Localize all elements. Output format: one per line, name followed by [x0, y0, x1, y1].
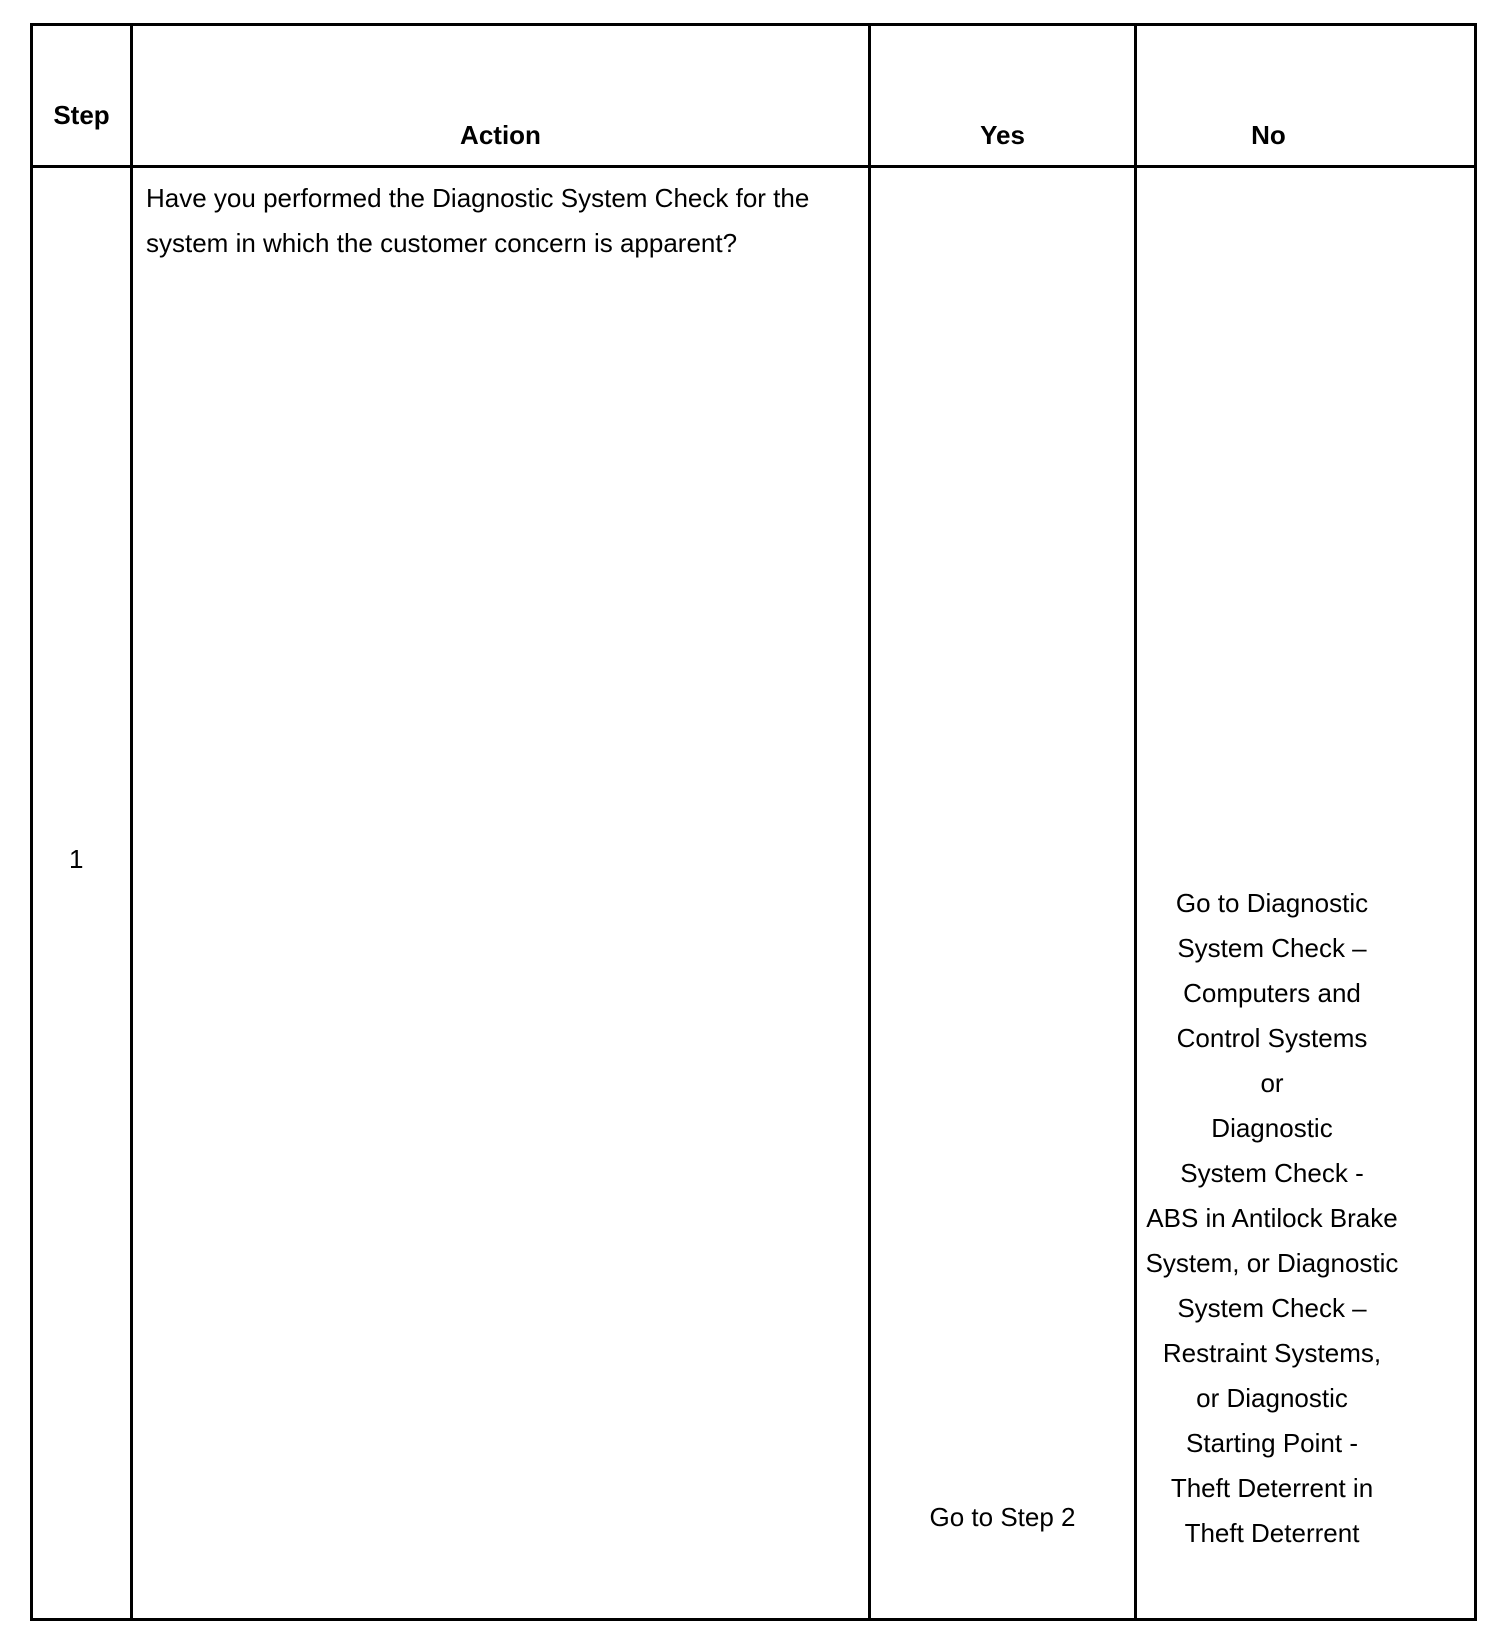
- header-divider: [33, 165, 1474, 168]
- header-no: No: [1251, 120, 1286, 150]
- header-yes: Yes: [980, 120, 1025, 150]
- yes-result: Go to Step 2: [929, 1502, 1076, 1532]
- header-step: Step: [53, 100, 110, 130]
- step-number: 1: [69, 844, 84, 874]
- header-action: Action: [460, 120, 541, 150]
- no-result-line: System Check –: [1177, 933, 1367, 963]
- diagnostic-table: [30, 23, 1477, 1621]
- no-result-line: Restraint Systems,: [1162, 1338, 1382, 1368]
- no-result-line: Computers and: [1183, 978, 1361, 1008]
- no-result-line: System, or Diagnostic: [1145, 1248, 1399, 1278]
- no-result-line: Starting Point -: [1186, 1428, 1358, 1458]
- no-result: [1137, 881, 1407, 1556]
- column-divider-step-action: [130, 26, 133, 1618]
- no-result-line: Theft Deterrent: [1184, 1518, 1360, 1548]
- no-result-line: System Check -: [1180, 1158, 1364, 1188]
- no-result-line: or Diagnostic: [1196, 1383, 1348, 1413]
- column-divider-action-yes: [868, 26, 871, 1618]
- no-result-line: ABS in Antilock Brake: [1146, 1203, 1398, 1233]
- no-result-line: System Check –: [1177, 1293, 1367, 1323]
- no-result-line: or: [1260, 1068, 1284, 1098]
- no-result-line: Diagnostic: [1211, 1113, 1333, 1143]
- no-result-line: Go to Diagnostic: [1175, 888, 1369, 918]
- no-result-line: Theft Deterrent in: [1170, 1473, 1374, 1503]
- action-text: Have you performed the Diagnostic System Check for the system in which the customer concern is apparent?: [146, 183, 810, 258]
- no-result-line: Control Systems: [1176, 1023, 1368, 1053]
